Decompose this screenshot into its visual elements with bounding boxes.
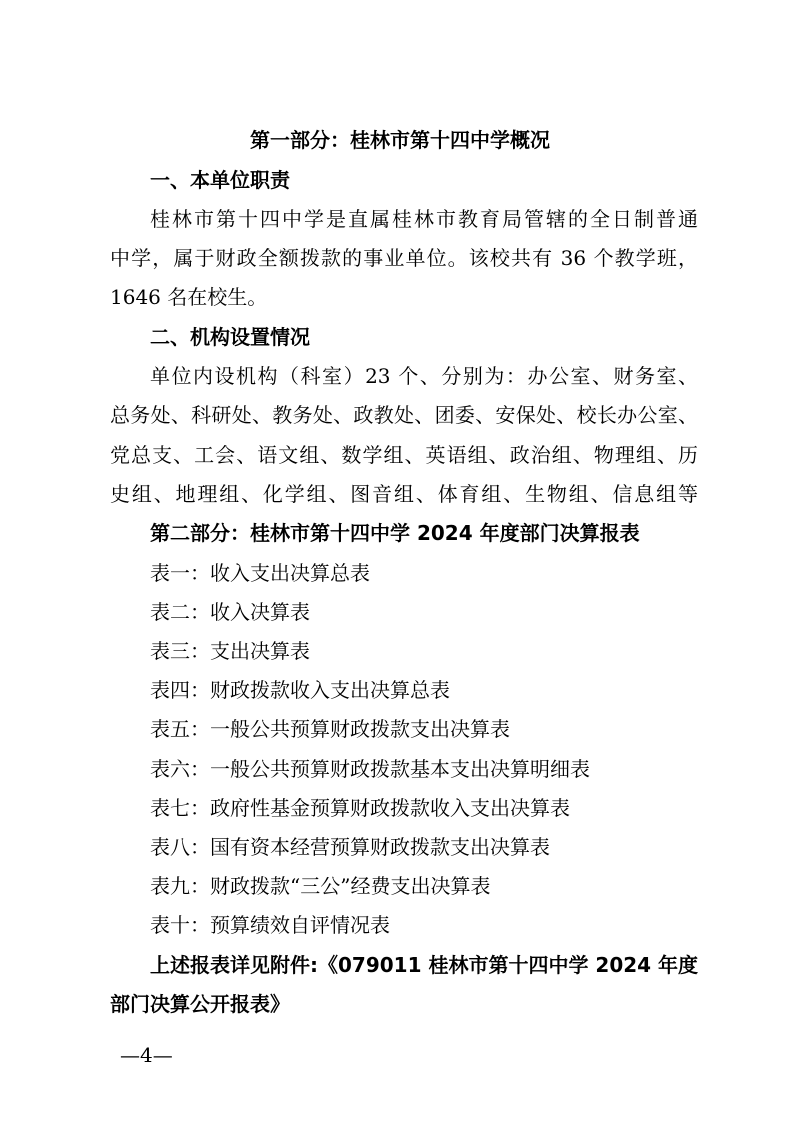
section2-paragraph-line: 单位内设机构（科室）23 个、分别为：办公室、财务室、 <box>150 364 698 388</box>
table-list-item: 表四：财政拨款收入支出决算总表 <box>150 678 450 702</box>
section2-paragraph-line: 总务处、科研处、教务处、政教处、团委、安保处、校长办公室、 <box>110 403 698 427</box>
table-list-item: 表三：支出决算表 <box>150 639 310 663</box>
section1-paragraph-line: 1646 名在校生。 <box>110 285 268 309</box>
attachment-note-line: 上述报表详见附件:《079011 桂林市第十四中学 2024 年度 <box>150 953 699 977</box>
section1-paragraph-line: 桂林市第十四中学是直属桂林市教育局管辖的全日制普通 <box>150 207 698 231</box>
section1-paragraph-line: 中学，属于财政全额拨款的事业单位。该校共有 36 个教学班， <box>110 246 698 270</box>
table-list-item: 表六：一般公共预算财政拨款基本支出决算明细表 <box>150 757 590 781</box>
section1-heading: 一、本单位职责 <box>150 168 290 192</box>
table-list-item: 表八：国有资本经营预算财政拨款支出决算表 <box>150 835 550 859</box>
table-list-item: 表九：财政拨款“三公”经费支出决算表 <box>150 874 491 898</box>
page-number: —4— <box>120 1043 173 1067</box>
table-list-item: 表一：收入支出决算总表 <box>150 561 370 585</box>
section2-paragraph-line: 党总支、工会、语文组、数学组、英语组、政治组、物理组、历 <box>110 443 698 467</box>
part1-title: 第一部分：桂林市第十四中学概况 <box>250 128 550 152</box>
table-list-item: 表七：政府性基金预算财政拨款收入支出决算表 <box>150 796 570 820</box>
table-list-item: 表五：一般公共预算财政拨款支出决算表 <box>150 717 510 741</box>
section2-heading: 二、机构设置情况 <box>150 325 310 349</box>
table-list-item: 表十：预算绩效自评情况表 <box>150 913 390 937</box>
section2-paragraph-line: 史组、地理组、化学组、图音组、体育组、生物组、信息组等 <box>110 482 698 506</box>
attachment-note-line: 部门决算公开报表》 <box>110 992 290 1016</box>
table-list-item: 表二：收入决算表 <box>150 600 310 624</box>
part2-title: 第二部分：桂林市第十四中学 2024 年度部门决算报表 <box>150 521 640 545</box>
